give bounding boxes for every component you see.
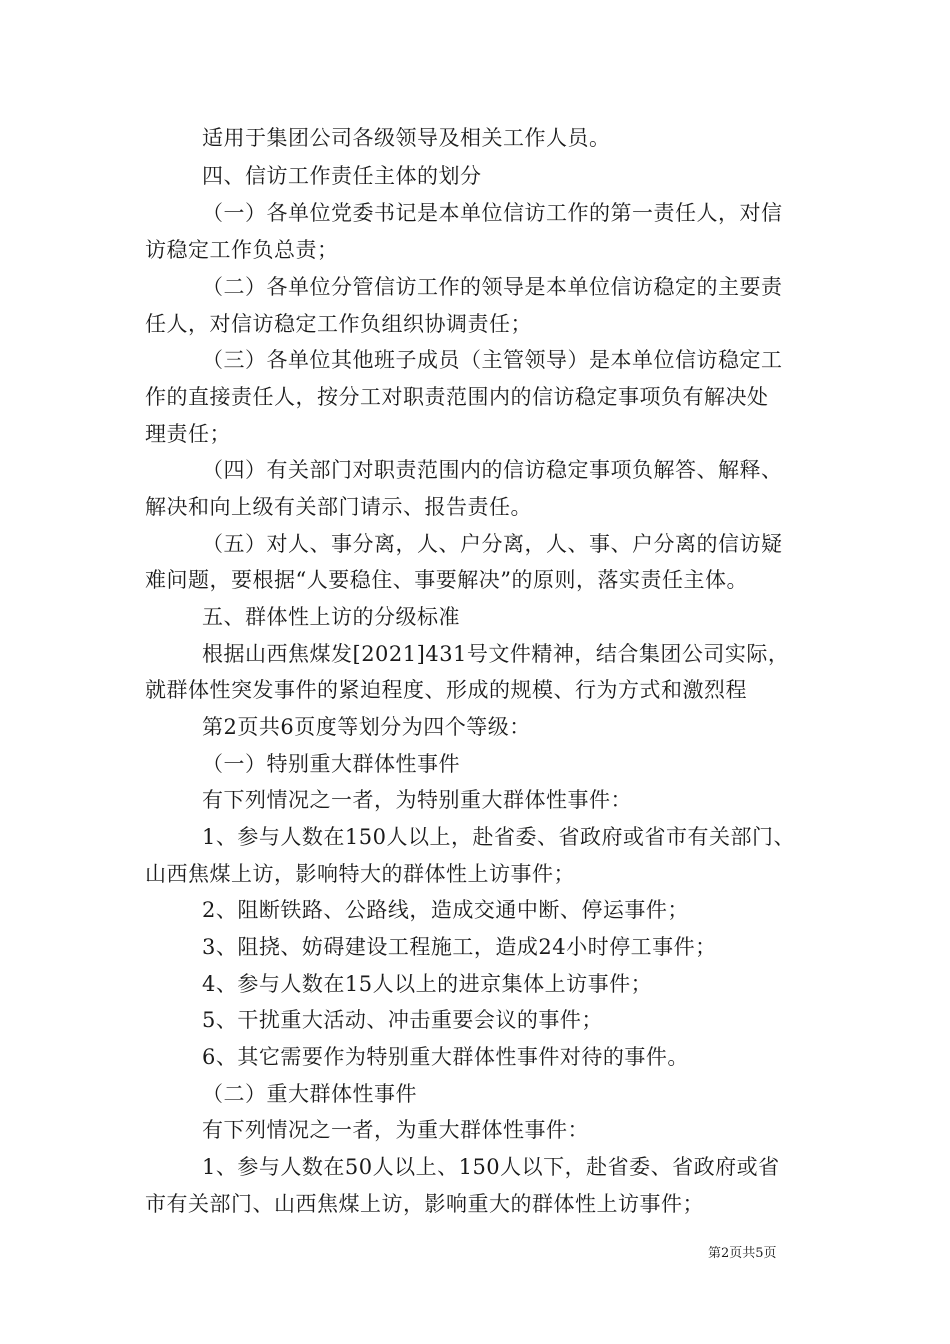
text-line: 山西焦煤上访，影响特大的群体性上访事件； (145, 862, 575, 886)
text-line: 第2页共6页度等划分为四个等级： (202, 715, 531, 739)
text-line: （五）对人、事分离，人、户分离，人、事、户分离的信访疑 (202, 532, 783, 556)
text-line: 2、阻断铁路、公路线，造成交通中断、停运事件； (202, 898, 689, 922)
text-line: （三）各单位其他班子成员（主管领导）是本单位信访稳定工 (202, 348, 783, 372)
section-heading: 五、群体性上访的分级标准 (202, 605, 460, 629)
text-line: 3、阻挠、妨碍建设工程施工，造成24小时停工事件； (202, 935, 717, 959)
text-line: 6、其它需要作为特别重大群体性事件对待的事件。 (202, 1045, 689, 1069)
text-line: 作的直接责任人，按分工对职责范围内的信访稳定事项负有解决处 (145, 385, 769, 409)
text-line: （四）有关部门对职责范围内的信访稳定事项负解答、解释、 (202, 458, 783, 482)
page-number-footer: 第2页共5页 (708, 1246, 777, 1261)
subsection-heading: （二）重大群体性事件 (202, 1082, 417, 1106)
text-line: 4、参与人数在15人以上的进京集体上访事件； (202, 972, 653, 996)
text-line: 任人，对信访稳定工作负组织协调责任； (145, 312, 532, 336)
text-line: （一）各单位党委书记是本单位信访工作的第一责任人，对信 (202, 201, 783, 225)
text-line: 根据山西焦煤发[2021]431号文件精神，结合集团公司实际， (202, 642, 790, 666)
subsection-heading: （一）特别重大群体性事件 (202, 752, 460, 776)
text-line: 理责任； (145, 422, 231, 446)
text-line: （二）各单位分管信访工作的领导是本单位信访稳定的主要责 (202, 275, 783, 299)
text-line: 5、干扰重大活动、冲击重要会议的事件； (202, 1008, 603, 1032)
text-line: 难问题，要根据“人要稳住、事要解决”的原则，落实责任主体。 (145, 568, 748, 592)
text-line: 有下列情况之一者，为重大群体性事件： (202, 1118, 589, 1142)
text-line: 访稳定工作负总责； (145, 238, 339, 262)
section-heading: 四、信访工作责任主体的划分 (202, 164, 482, 188)
text-line: 就群体性突发事件的紧迫程度、形成的规模、行为方式和激烈程 (145, 678, 747, 702)
text-line: 1、参与人数在150人以上，赴省委、省政府或省市有关部门、 (202, 825, 795, 849)
text-line: 1、参与人数在50人以上、150人以下，赴省委、省政府或省 (202, 1155, 780, 1179)
text-line: 市有关部门、山西焦煤上访，影响重大的群体性上访事件； (145, 1192, 704, 1216)
text-line: 有下列情况之一者，为特别重大群体性事件： (202, 788, 632, 812)
text-line: 适用于集团公司各级领导及相关工作人员。 (202, 126, 611, 150)
text-line: 解决和向上级有关部门请示、报告责任。 (145, 495, 532, 519)
